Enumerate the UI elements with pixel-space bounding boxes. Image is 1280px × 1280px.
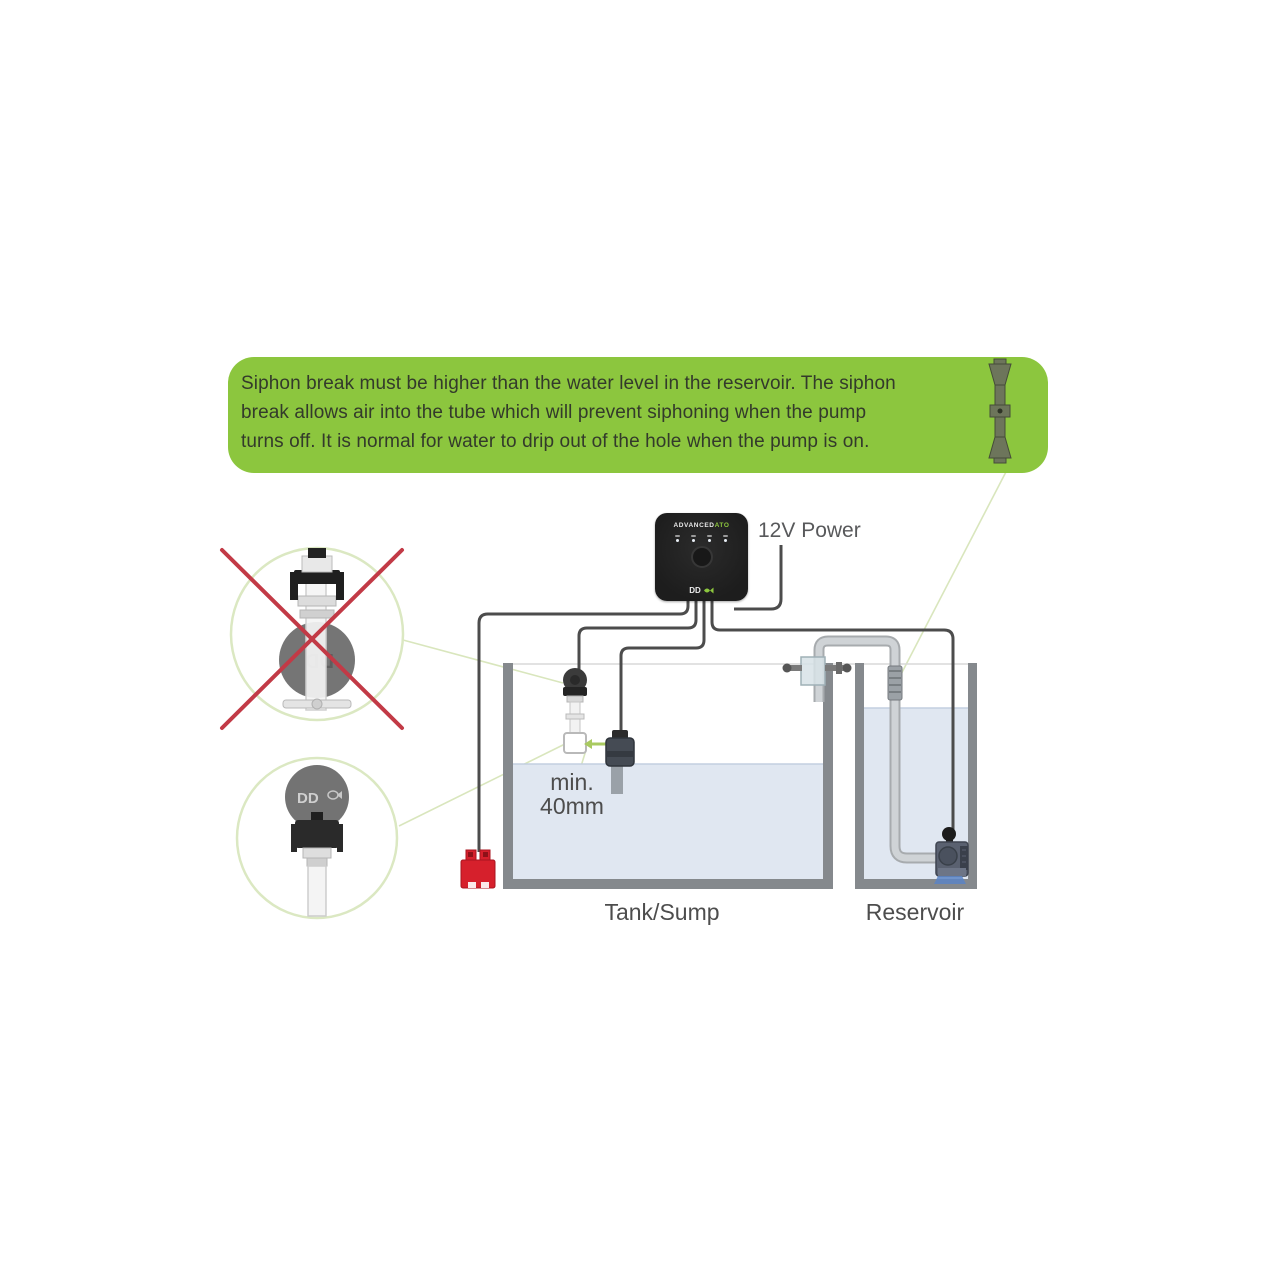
tank-wall-bottom: [503, 879, 833, 889]
callout-line-1: Siphon break must be higher than the water level in the reservoir. The siphon: [241, 373, 896, 394]
controller-maker-logo: [655, 586, 748, 595]
min-distance-line1: min.: [550, 769, 594, 795]
siphon-break-fitting: [888, 666, 902, 700]
ato-controller: [655, 513, 748, 601]
callout-line-2: break allows air into the tube which will prevent siphoning when the pump: [241, 402, 867, 423]
brand-suffix: ATO: [714, 522, 730, 529]
callout-line-3: turns off. It is normal for water to drip out of the hole when the pump is on.: [241, 431, 870, 452]
float: [564, 733, 586, 753]
status-indicators: [655, 535, 748, 542]
tank-sump-label: Tank/Sump: [604, 899, 720, 925]
min-distance-label: [512, 770, 632, 818]
min-distance-line2: 40mm: [540, 793, 604, 819]
controller-button: [691, 546, 713, 568]
pump-suction-base: [934, 876, 966, 884]
brand-prefix: ADVANCED: [673, 522, 715, 529]
controller-brand: [655, 522, 748, 529]
reservoir-label: Reservoir: [865, 899, 965, 925]
wrong-orientation-detail: [222, 548, 403, 728]
float-sensor-cable: [579, 600, 696, 670]
fish-icon: [703, 586, 714, 595]
status-indicator: [691, 535, 696, 542]
sensor-disc-logo: DD: [297, 790, 319, 807]
status-indicator: [675, 535, 680, 542]
barb-connector-icon: [984, 358, 1016, 468]
power-plug: [461, 850, 495, 888]
float-switch-assembly: [563, 668, 587, 753]
pointer-line-wrong-circle: [403, 640, 563, 683]
reservoir-wall-right: [968, 663, 977, 889]
reservoir-wall-left: [855, 663, 864, 889]
callout-text: [241, 369, 976, 456]
correct-orientation-detail: [237, 758, 397, 918]
siphon-hole: [998, 409, 1003, 414]
power-label: 12V Power: [758, 519, 861, 542]
status-indicator: [723, 535, 728, 542]
tube-clamp: [783, 657, 852, 685]
status-indicator: [707, 535, 712, 542]
siphon-break-callout: [228, 357, 1048, 473]
maker-text: DD: [689, 586, 701, 595]
level-sensor-cable: [621, 600, 704, 734]
